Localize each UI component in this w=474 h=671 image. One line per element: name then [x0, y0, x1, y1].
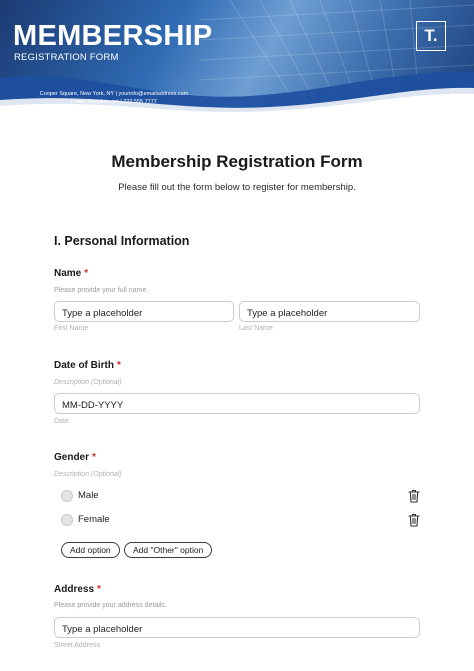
last-name-sublabel: Last Name: [239, 325, 273, 332]
question-label: Name: [54, 268, 82, 279]
contact-line-1: Cooper Square, New York, NY | yourinfo@emailaddress.com: [39, 91, 189, 97]
section-title: I. Personal Information: [54, 234, 190, 248]
radio-button[interactable]: [61, 514, 73, 526]
gender-help-text: Description (Optional): [54, 471, 122, 478]
date-sublabel: Date: [54, 418, 69, 425]
gender-question: [54, 452, 96, 463]
name-question: [54, 268, 88, 279]
add-option-button[interactable]: Add option: [61, 542, 120, 558]
name-help-text: Please provide your full name.: [54, 287, 149, 294]
required-mark: *: [84, 268, 89, 279]
brand-title: MEMBERSHIP: [13, 20, 213, 52]
contact-line-2: | www.Template.net | 222 555 7777: [71, 99, 157, 105]
option-label: Female: [78, 514, 110, 525]
question-label: Date of Birth: [54, 360, 114, 371]
trash-icon[interactable]: [408, 513, 420, 527]
address-question: [54, 584, 101, 595]
dob-help-text: Description (Optional): [54, 379, 122, 386]
last-name-input[interactable]: Type a placeholder: [239, 301, 420, 322]
gender-option-female: [60, 513, 420, 529]
header-banner: [0, 0, 474, 114]
form-description: Please fill out the form below to register for membership.: [118, 182, 356, 193]
add-other-option-button[interactable]: Add "Other" option: [124, 542, 212, 558]
address-help-text: Please provide your address details.: [54, 602, 167, 609]
first-name-input[interactable]: Type a placeholder: [54, 301, 234, 322]
question-label: Gender: [54, 452, 90, 463]
contact-info: [30, 90, 198, 106]
street-address-input[interactable]: Type a placeholder: [54, 617, 420, 638]
first-name-sublabel: First Name: [54, 325, 89, 332]
form-title: Membership Registration Form: [111, 152, 363, 171]
street-address-sublabel: Street Address: [54, 642, 100, 649]
date-of-birth-input[interactable]: MM-DD-YYYY: [54, 393, 420, 414]
dob-question: [54, 360, 121, 371]
question-label: Address: [54, 584, 95, 595]
option-label: Male: [78, 490, 99, 501]
template-logo: T.: [416, 21, 446, 51]
required-mark: *: [117, 360, 121, 371]
brand-subtitle: REGISTRATION FORM: [14, 52, 119, 63]
radio-button[interactable]: [61, 490, 73, 502]
required-mark: *: [92, 452, 96, 463]
trash-icon[interactable]: [408, 489, 420, 503]
gender-option-male: [60, 489, 420, 505]
required-mark: *: [97, 584, 101, 595]
